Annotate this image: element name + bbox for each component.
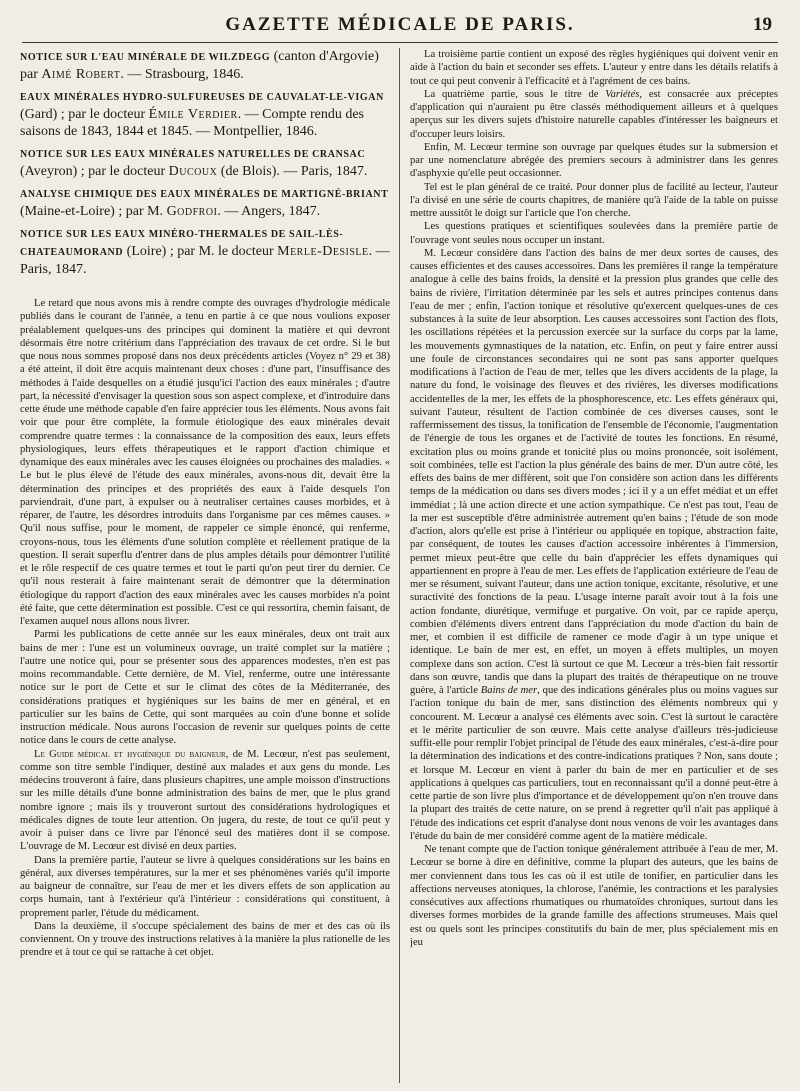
body-paragraph: Le retard que nous avons mis à rendre compte des ouvrages d'hydrologie médicale publiés dans le courant de l'année, a tenu en partie à ce que nous voulions exposer préalablement quelques-uns des principes qui dominent la matière et qui devront désormais être notre critérium dans l'appréciation des travaux de cet ordre. Si le but que nous nous sommes proposé dans nos deux précédents articles (Voyez n° 29 et 38) a été atteint, il doit être acquis maintenant deux choses : d'une part, l'insuffisance des méthodes à l'aide desquelles on a étudié jusqu'ici l'action des eaux minérales ; d'autre part, la nécessité d'envisager la question sous son aspect complexe, et d'introduire dans cette étude une méthode capable d'en faire apprécier tous les éléments. Nous avons fait voir que pour être complète, la formule étiologique des eaux minérales devait comprendre quatre termes : la connaissance de la composition des eaux, leurs effets physiologiques, leurs effets thérapeutiques et le rapport d'action chimique et dynamique des eaux minérales avec les causes éloignées ou prochaines des maladies. « Le but le plus élevé de l'étude des eaux minérales, avons-nous dit, devait être la détermination des principes et des propriétés des eaux à l'aide desquels l'on parviendrait, d'une part, à expulser ou à neutraliser certaines causes morbides, et à réparer, de l'autre, les désordres introduits dans l'organisme par ces mêmes causes. » Qu'il nous suffise, pour le moment, de rappeler ce simple énoncé, qui renferme, croyons-nous, tous les éléments d'une solution complète et réellement pratique de la question. Il serait superflu d'entrer dans de plus amples détails pour démontrer l'utilité et le rôle respectif de ces quatre termes et tout le parti qu'on peut tirer du dernier. Ce qu'il nous resterait à faire maintenant serait de démontrer que la détermination étiologique du rapport d'action des eaux minérales avec les causes morbides n'a point été faite, que cette détermination est possible. C'est ce qui ressortira, chemin faisant, de l'examen auquel nous allons nous livrer. [20,298,390,627]
notice-heading: NOTICE SUR LES EAUX MINÉRO-THERMALES DE SAIL-LÈS-CHATEAUMORAND (Loire) ; par M. le docteur Merle-Desisle. — Paris, 1847. [20,229,390,277]
body-paragraph: La troisième partie contient un exposé des règles hygiéniques qui doivent venir en aide à l'action du bain et seconder ses effets. L'auteur y entre dans les détails relatifs à tout ce qui peut convenir à l'efficacité et à l'agrément de ces bains. [410,49,778,87]
body-paragraph: Enfin, M. Lecœur termine son ouvrage par quelques études sur la submersion et par une nomenclature abrégée des premiers secours à administrer dans les genres d'asphyxie qu'elle peut occasionner. [410,141,778,180]
page-header [22,10,778,43]
book-title: Le Guide médical et hygiénique du baigneur [34,748,226,760]
notice-heading: ANALYSE CHIMIQUE DES EAUX MINÉRALES DE MARTIGNÉ-BRIANT (Maine-et-Loire) ; par M. Godfroi. — Angers, 1847. [20,189,389,219]
emphasis-text: Bains de mer [480,685,538,696]
emphasis-text: Variétés [605,88,640,100]
page-number: 19 [753,14,772,35]
body-paragraph: Les questions pratiques et scientifiques soulevées dans la première partie de l'ouvrage vont seules nous occuper un instant. [410,221,778,246]
right-column [410,48,778,1087]
left-column [20,48,390,1087]
column-divider [399,48,400,1083]
body-paragraph: M. Lecœur considère dans l'action des bains de mer deux sortes de causes, des causes efficientes et des causes accessoires. Dans les premières il range la température analogue à celle des bains froids, la densité et la pression plus grandes que celle des bains de rivière, l'irritation déterminée par les sels et autres principes contenus dans l'eau de mer ; enfin, l'action tonique et résolutive qu'exercent quelques-unes de ces substances à la suite de leur absorption. Les causes accessoires sont l'action des flots, les oscillations répétées et la percussion exercée sur la surface du corps par la lame, les mouvements gymnastiques de la natation, etc. Enfin, on peut y faire entrer aussi une foule de circonstances secondaires qui ne sont pas sans apporter quelques modifications à l'action de l'eau de mer, telles que les divers accidents de la plage, la nature du fond, le voisinage des fleuves et des rivières, les diverses modifications accidentelles de la mer, les effets de la phosphorescence, etc. Les effets généraux qui, suivant l'auteur, résultent de l'action combinée de ces diverses causes, sont le raffermissement des tissus, la tonification de l'ensemble de l'économie, l'augmentation de l'énergie de tous les organes et de l'activité de toutes les fonctions. En résumé, excitation plus ou moins grande et tonicité plus ou moins prononcée, soit isolément, soit combinées, telle est l'action la plus générale des bains de mer. D'un autre côté, les effets des bains de mer diffèrent, soit que l'on considère son action dans les différents temps de la médication ou dans ses divers modes ; ici il y a un effet médiat et un effet immédiat ; là une action directe et une action sympathique. Ce n'est pas tout, l'eau de la mer est susceptible d'être administrée autrement qu'en bains ; l'étude de son mode d'action, alors qu'elle est prise à l'intérieur ou appliquée en topique, abstraction faite, par conséquent, de toutes les causes d'action accessoire inhérentes à l'immersion, permet mieux peut-être que celle du bain d'apprécier les effets dynamiques qui appartiennent en propre à l'eau de mer. Les effets de l'application extérieure de l'eau de mer se résument, suivant l'auteur, dans une action tonique, excitante, résolutive, et une suractivité des fonctions de la peau. L'usage interne paraît avoir tout à la fois une action fondante, diurétique, vermifuge et purgative. On voit, par ce rapide aperçu, combien d'éléments divers entrent dans l'appréciation du mode d'action du bain de mer, et combien il est difficile de ramener ce mode d'agir à un type unique et identique. Le bain de mer est, en effet, un moyen à effets multiples, un moyen complexe dans son action. C'est là surtout ce que M. Lecœur a très-bien fait ressortir dans son œuvre, tandis que dans la plupart des traités de thérapeutique on ne trouve guère, à l'article Bains de mer, que des indications générales plus ou moins vagues sur l'action tonique du bain de mer, sans distinction des éléments nombreux qui y concourent. M. Lecœur a analysé ces éléments avec soin. C'est là surtout le caractère et le mérite particulier de son œuvre. Mais cette analyse d'ailleurs très-judicieuse suffit-elle pour remplir l'objet principal de l'étude des eaux minérales, c'est-à-dire pour la détermination des indications et des contre-indications pratiques ? Non, sans doute ; et lorsque M. Lecœur en vient à parler du bain de mer en particulier et de ses applications à quelques cas particuliers, tout en reconnaissant qu'il a donné peut-être à cette partie de son livre plus d'importance et de développement qu'on n'en trouve dans la plupart des traités de cette nature, on se prend à regretter qu'il n'ait pas appliqué à l'étude des indications cet esprit d'analyse dont nous venons de voir les avantages dans l'étude du bain de mer considéré comme agent de la matière médicale. [410,247,778,842]
notice-heading: NOTICE SUR L'EAU MINÉRALE DE WILZDEGG (canton d'Argovie) par Aimé Robert. — Strasbourg, 1846. [20,49,379,82]
body-paragraph: Parmi les publications de cette année sur les eaux minérales, deux ont trait aux bains de mer : l'une est un volumineux ouvrage, un traité complet sur la matière ; l'autre une notice qui, pour se présenter sous des apparences modestes, n'en est pas moins recommandable. Cette dernière, de M. Viel, renferme, outre une intéressante notice sur le port de Cette et sur le climat des côtes de la Méditerranée, des considérations pratiques et hygiéniques sur les bains de mer en général, et en particulier sur les bains de Cette, qui sont marquées au coin d'une bonne et solide instruction médicale. Nous aurons l'occasion de revenir sur quelques points de cette notice dans le cours de cette analyse. [20,629,390,747]
section-spacer [20,283,390,297]
body-paragraph: Le Guide médical et hygiénique du baigneur, de M. Lecœur, n'est pas seulement, comme son titre semble l'indiquer, destiné aux malades et aux gens du monde. Les médecins trouveront à faire, dans plusieurs chapitres, une ample moisson d'instructions sur les mille détails d'une bonne administration des bains de mer, que le plus grand nombre ignore ; mais ils y trouveront surtout des considérations hydrologiques et médicales dignes de toute leur attention. On jugera, du reste, de tout ce qu'il peut y avoir à puiser dans ce livre par l'énoncé seul des matières dont il se compose. L'ouvrage de M. Lecœur est divisé en deux parties. [20,748,390,853]
publication-title: GAZETTE MÉDICALE DE PARIS. [225,14,575,35]
notice-heading: EAUX MINÉRALES HYDRO-SULFUREUSES DE CAUVALAT-LE-VIGAN (Gard) ; par le docteur Émile Verdier. — Compte rendu des saisons de 1843, 1844 et 1845. — Montpellier, 1846. [20,92,384,139]
body-paragraph: Tel est le plan général de ce traité. Pour donner plus de facilité au lecteur, l'auteur l'a divisé en une série de courts chapitres, de manière qu'à l'aide de la table on puisse mettre aussitôt le doigt sur l'article que l'on cherche. [410,181,778,219]
notice-heading: NOTICE SUR LES EAUX MINÉRALES NATURELLES DE CRANSAC (Aveyron) ; par le docteur Ducoux (de Blois). — Paris, 1847. [20,149,368,179]
body-paragraph: Dans la deuxième, il s'occupe spécialement des bains de mer et des cas où ils conviennent. On y trouve des instructions relatives à la manière la plus rationelle de les prendre et à tout ce qui se rattache à cet objet. [20,920,390,959]
body-paragraph: Dans la première partie, l'auteur se livre à quelques considérations sur les bains en général, aux diverses températures, sur la mer et ses phénomènes variés qu'il importe au baigneur de connaître, sur l'eau de mer et les divers effets de son application au corps humain, tant à l'extérieur qu'à l'intérieur : considérations qui constituent, à proprement parler, l'étude du médicament. [20,854,390,919]
body-paragraph: La quatrième partie, sous le titre de Variétés, est consacrée aux préceptes d'application qui n'auraient pu être classés méthodiquement ailleurs et à quelques aperçus sur les divers sujets d'histoire naturelle capables d'intéresser les baigneurs et d'occuper leurs loisirs. [410,88,778,140]
body-paragraph: Ne tenant compte que de l'action tonique généralement attribuée à l'eau de mer, M. Lecœur se borne à dire en définitive, comme la plupart des auteurs, que les bains de mer conviennent dans tous les cas où il est utile de tonifier, en particulier dans les affections nerveuses atoniques, la chlorose, l'anémie, les contractions et les paralysies consécutives aux affections rhumatiques ou rhumatoïdes chroniques, surtout dans les diverses formes morbides de la grande famille des affections strumeuses. Mais quel est ou quels sont les principes constitutifs du bain de mer, plus spécialement mis en jeu [410,844,778,948]
